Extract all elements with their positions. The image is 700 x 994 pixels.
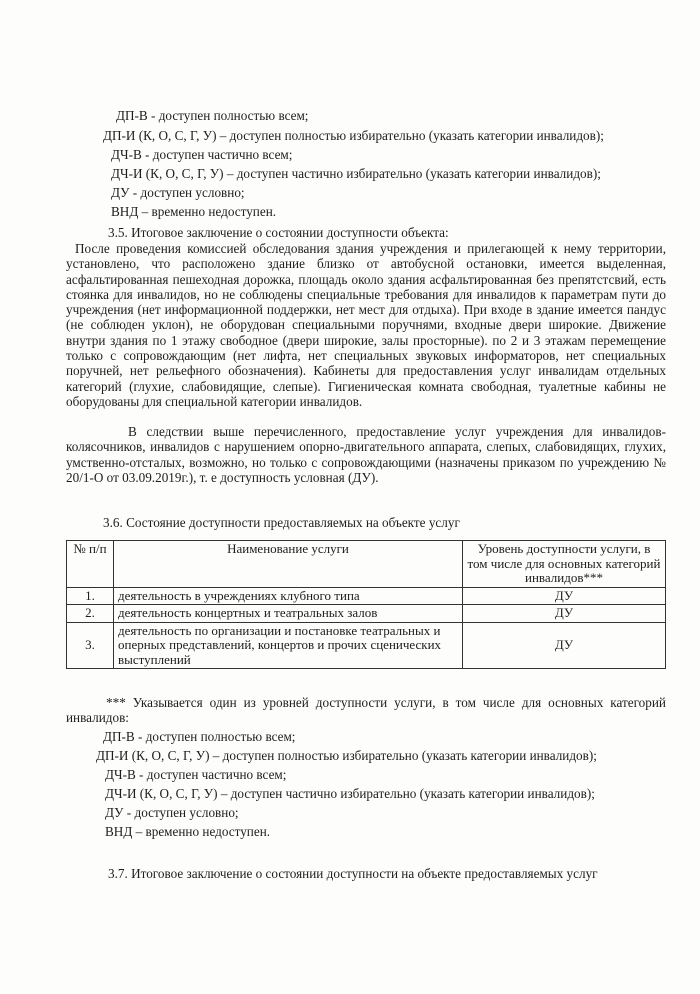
header-service-name: Наименование услуги — [114, 541, 463, 588]
row-service-name: деятельность в учреждениях клубного типа — [114, 587, 463, 605]
row-num: 3. — [67, 622, 114, 669]
level-vnd: ВНД – временно недоступен. — [111, 204, 277, 219]
level-du: ДУ - доступен условно; — [105, 805, 239, 820]
row-service-name: деятельность по организации и постановке театральных и оперных представлений, концертов и прочих сценических выступлений — [114, 622, 463, 669]
section-3-7-heading: 3.7. Итоговое заключение о состоянии доступности на объекте предоставляемых услуг — [108, 866, 598, 881]
level-dp-v: ДП-В - доступен полностью всем; — [116, 108, 309, 123]
footnote-text: *** Указывается один из уровней доступности услуги, в том числе для основных категорий инвалидов: — [66, 695, 666, 726]
table-row — [67, 587, 666, 605]
paragraph-text: После проведения комиссией обследования здания учреждения и прилегающей к нему территории, установлено, что расположено здание близко от автобусной остановки, имеется выделенная, асфальтированная пешеходная дорожка, площадь около здания асфальтированная без препятстсвий, есть стоянка для инвалидов, но не соблюдены специальные требования для инвалидов к параметрам пути до учреждения (нет информационной поддержки, нет мест для отдыха). При входе в здание имеется пандус (не соблюден уклон), не оборудован специальными поручнями, входные двери широкие. Движение внутри здания по 1 этажу свободное (двери широкие, залы просторные). по 2 и 3 этажам перемещение только с сопровождающим (нет лифта, нет специальных звуковых информаторов, нет специальных поручней, нет рельефного обозначения). Кабинеты для предоставления услуг инвалидам отдельных категорий (глухие, слабовидящие, слепые). Гигиеническая комната свободная, туалетные кабины не оборудованы для специальной категории инвалидов. — [66, 241, 666, 409]
table-row — [67, 622, 666, 669]
header-level: Уровень доступности услуги, в том числе для основных категорий инвалидов*** — [463, 541, 666, 588]
section-3-5-paragraph-1 — [66, 241, 666, 409]
paragraph-text: В следствии выше перечисленного, предоставление услуг учреждения для инвалидов-колясочников, инвалидов с нарушением опорно-двигательного аппарата, слепых, слабовидящих, глухих, умственно-отсталых, возможно, но только с сопровождающими (назначены приказом по учреждению № 20/1-О от 03.09.2019г.), т. е доступность условная (ДУ). — [66, 424, 666, 485]
level-dch-i: ДЧ-И (К, О, С, Г, У) – доступен частично избирательно (указать категории инвалидов); — [105, 786, 595, 801]
section-3-5-paragraph-2 — [66, 424, 666, 485]
level-dp-i: ДП-И (К, О, С, Г, У) – доступен полностью избирательно (указать категории инвалидов); — [103, 128, 604, 143]
footnote — [66, 695, 666, 726]
level-vnd: ВНД – временно недоступен. — [105, 824, 271, 839]
level-dch-i: ДЧ-И (К, О, С, Г, У) – доступен частично избирательно (указать категории инвалидов); — [111, 166, 601, 181]
row-num: 1. — [67, 587, 114, 605]
header-num: № п/п — [67, 541, 114, 588]
level-dp-i: ДП-И (К, О, С, Г, У) – доступен полностью избирательно (указать категории инвалидов); — [96, 748, 597, 763]
services-table — [66, 540, 666, 669]
table-row — [67, 605, 666, 623]
level-dch-v: ДЧ-В - доступен частично всем; — [111, 147, 293, 162]
section-3-6-heading: 3.6. Состояние доступности предоставляемых на объекте услуг — [103, 515, 460, 530]
level-du: ДУ - доступен условно; — [111, 185, 245, 200]
section-3-5-heading: 3.5. Итоговое заключение о состоянии доступности объекта: — [108, 225, 449, 240]
table-header-row — [67, 541, 666, 588]
level-dch-v: ДЧ-В - доступен частично всем; — [105, 767, 287, 782]
level-dp-v: ДП-В - доступен полностью всем; — [103, 729, 296, 744]
row-level: ДУ — [463, 587, 666, 605]
row-service-name: деятельность концертных и театральных залов — [114, 605, 463, 623]
row-level: ДУ — [463, 622, 666, 669]
row-level: ДУ — [463, 605, 666, 623]
row-num: 2. — [67, 605, 114, 623]
